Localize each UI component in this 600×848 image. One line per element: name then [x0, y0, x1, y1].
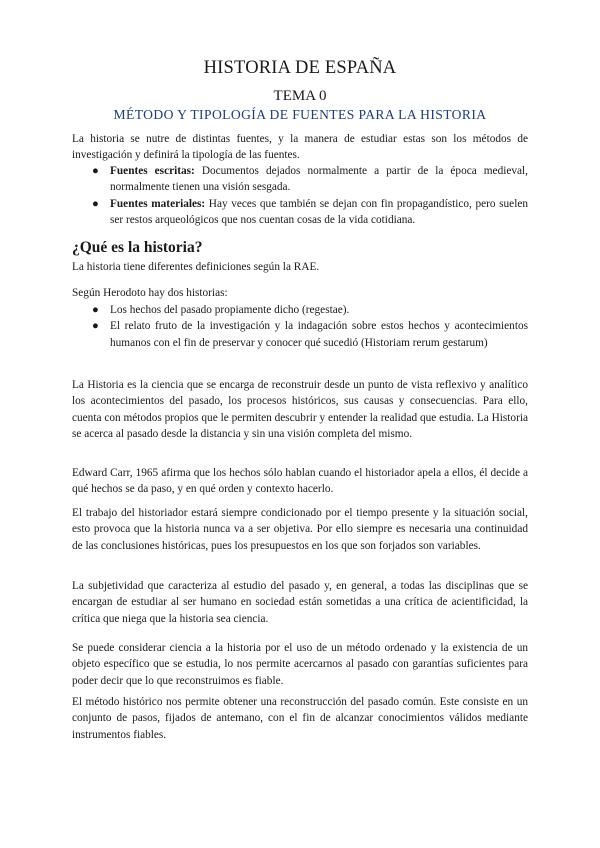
section-heading: ¿Qué es la historia?	[72, 239, 203, 256]
historias-list	[72, 302, 528, 351]
term-text: Hay veces que también se dejan con fin propagandístico, pero suelen ser restos arqueológicos que nos cuentan cosas de la vida cotidiana.	[110, 197, 528, 226]
body-paragraph: El método histórico nos permite obtener una reconstrucción del pasado común. Este consiste en un conjunto de pasos, fijados de antemano, con el fin de alcanzar conocimientos válidos mediante instrumentos fiables.	[72, 696, 528, 741]
list-item-text: El relato fruto de la investigación y la indagación sobre estos hechos y acontecimientos humanos con el fin de preservar y conocer qué sucedió (Historiam rerum gestarum)	[110, 320, 528, 349]
term-label: Fuentes escritas:	[110, 165, 195, 177]
rae-paragraph: La historia tiene diferentes definiciones según la RAE.	[72, 261, 320, 273]
bullet-icon: ●	[92, 165, 99, 177]
list-item-text: Los hechos del pasado propiamente dicho (regestae).	[110, 304, 350, 316]
body-paragraph: La Historia es la ciencia que se encarga de reconstruir desde un punto de vista reflexivo y analítico los acontecimientos del pasado, los procesos históricos, sus causas y consecuencias. Para ello, cuenta con métodos propios que le permiten descubrir y entender la realidad que estudia. La Historia se acerca al pasado desde la distancia y sin una visión completa del mismo.	[72, 379, 528, 440]
term-text: Documentos dejados normalmente a partir de la época medieval, normalmente tienen una visión sesgada.	[110, 165, 528, 194]
list-item	[72, 302, 528, 318]
bullet-icon: ●	[92, 197, 99, 210]
list-item	[72, 318, 528, 351]
herodoto-paragraph: Según Herodoto hay dos historias:	[72, 287, 228, 299]
list-item	[72, 196, 528, 229]
intro-paragraph: La historia se nutre de distintas fuentes, y la manera de estudiar estas son los métodos de investigación y definirá la tipología de las fuentes.	[72, 133, 528, 162]
document-title: HISTORIA DE ESPAÑA	[203, 58, 397, 78]
term-label: Fuentes materiales:	[110, 197, 206, 210]
document-subtitle: MÉTODO Y TIPOLOGÍA DE FUENTES PARA LA HISTORIA	[113, 107, 487, 122]
fuentes-list	[72, 163, 528, 228]
body-paragraph: El trabajo del historiador estará siempre condicionado por el tiempo presente y la situación social, esto provoca que la historia nunca va a ser objetiva. Por ello siempre es necesaria una continuidad de las conclusiones históricas, pues los presupuestos en los que son forjados son variables.	[72, 507, 528, 552]
body-paragraph: Edward Carr, 1965 afirma que los hechos sólo hablan cuando el historiador apela a ellos, él decide a qué hechos se da paso, y en qué orden y contexto hacerlo.	[72, 467, 528, 496]
bullet-icon: ●	[92, 304, 99, 316]
tema-label: TEMA 0	[273, 88, 327, 104]
list-item	[72, 163, 528, 196]
body-paragraph: La subjetividad que caracteriza al estudio del pasado y, en general, a todas las disciplinas que se encargan de estudiar al ser humano en sociedad están sometidas a una crítica de acientificidad, la crítica que niega que la historia sea ciencia.	[72, 580, 528, 625]
body-paragraph: Se puede considerar ciencia a la historia por el uso de un método ordenado y la existencia de un objeto específico que se estudia, lo nos permite acercarnos al pasado con garantías suficientes para poder decir que lo que reconstruimos es fiable.	[72, 642, 528, 687]
bullet-icon: ●	[92, 320, 99, 333]
